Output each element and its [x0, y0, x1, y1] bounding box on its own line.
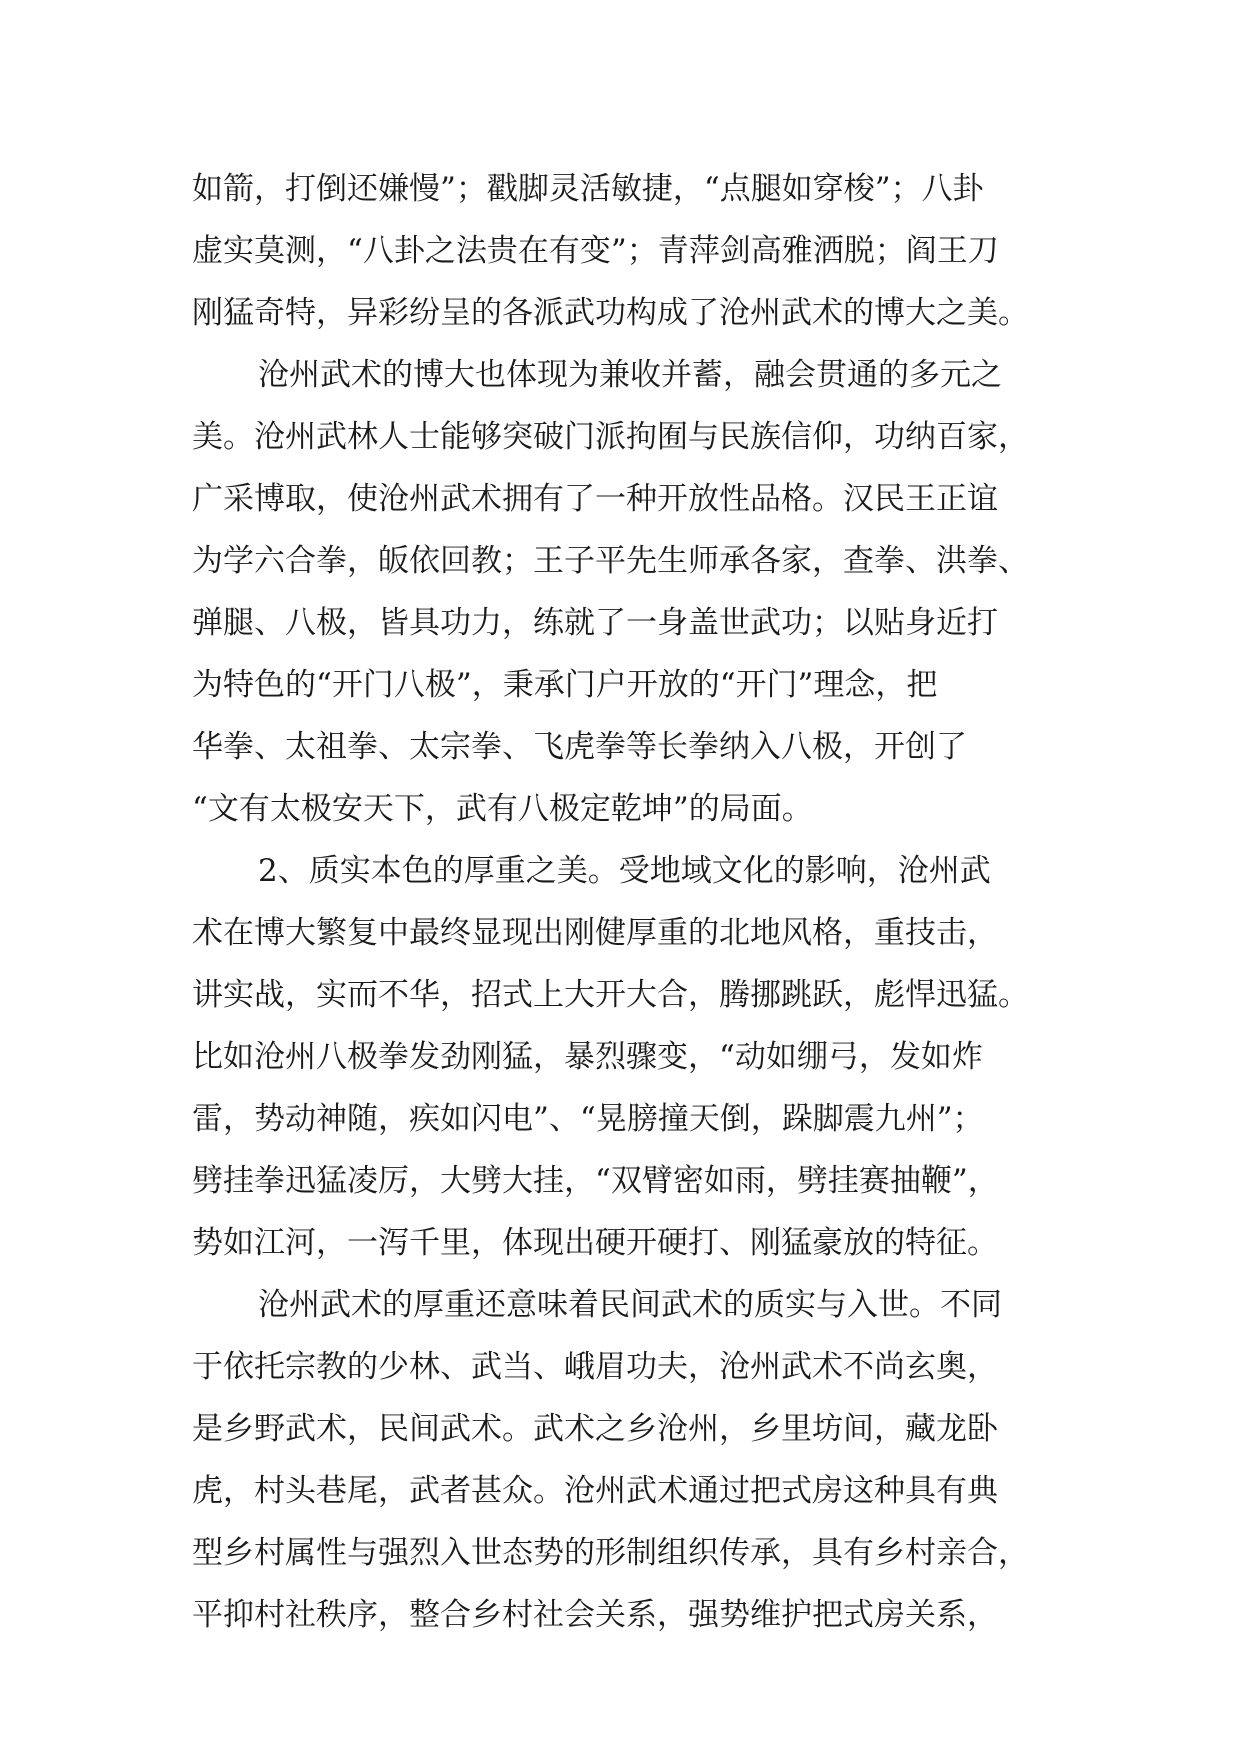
text-line: 弹腿、八极，皆具功力，练就了一身盖世武功；以贴身近打 — [192, 605, 998, 641]
text-line: 术在博大繁复中最终显现出刚健厚重的北地风格，重技击， — [192, 915, 998, 951]
text-line: 如箭，打倒还嫌慢”；戳脚灵活敏捷，“点腿如穿梭”；八卦 — [192, 171, 984, 207]
text-line: 平抑村社秩序，整合乡村社会关系，强势维护把式房关系， — [192, 1597, 998, 1633]
text-line: 于依托宗教的少林、武当、峨眉功夫，沧州武术不尚玄奥， — [192, 1349, 998, 1385]
text-line: 雷，势动神随，疾如闪电”、“晃膀撞天倒，跺脚震九州”； — [192, 1101, 984, 1137]
section-heading-line: 2、质实本色的厚重之美。受地域文化的影响，沧州武 — [258, 853, 991, 889]
text-line: 劈挂拳迅猛凌厉，大劈大挂，“双臂密如雨，劈挂赛抽鞭”， — [192, 1163, 999, 1199]
text-line: 型乡村属性与强烈入世态势的形制组织传承，具有乡村亲合， — [192, 1535, 1029, 1571]
text-line: 美。沧州武林人士能够突破门派拘囿与民族信仰，功纳百家， — [192, 419, 1029, 455]
text-line: 广采博取，使沧州武术拥有了一种开放性品格。汉民王正谊 — [192, 481, 998, 517]
body-text — [192, 158, 1052, 1646]
text-line: 刚猛奇特，异彩纷呈的各派武功构成了沧州武术的博大之美。 — [192, 295, 1029, 331]
text-line: 比如沧州八极拳发劲刚猛，暴烈骤变，“动如绷弓，发如炸 — [192, 1039, 983, 1075]
paragraph-first-line: 沧州武术的博大也体现为兼收并蓄，融会贯通的多元之 — [258, 357, 1002, 393]
text-line: 华拳、太祖拳、太宗拳、飞虎拳等长拳纳入八极，开创了 — [192, 729, 967, 765]
paragraph-first-line: 沧州武术的厚重还意味着民间武术的质实与入世。不同 — [258, 1287, 1002, 1323]
text-line: “文有太极安天下，武有八极定乾坤”的局面。 — [192, 791, 813, 827]
text-line: 为特色的“开门八极”，秉承门户开放的“开门”理念，把 — [192, 667, 938, 703]
text-line: 虎，村头巷尾，武者甚众。沧州武术通过把式房这种具有典 — [192, 1473, 998, 1509]
text-line: 是乡野武术，民间武术。武术之乡沧州，乡里坊间，藏龙卧 — [192, 1411, 998, 1447]
text-line: 讲实战，实而不华，招式上大开大合，腾挪跳跃，彪悍迅猛。 — [192, 977, 1029, 1013]
text-line: 为学六合拳，皈依回教；王子平先生师承各家，查拳、洪拳、 — [192, 543, 1029, 579]
text-line: 虚实莫测，“八卦之法贵在有变”；青萍剑高雅洒脱；阎王刀 — [192, 233, 999, 269]
text-line: 势如江河，一泻千里，体现出硬开硬打、刚猛豪放的特征。 — [192, 1225, 998, 1261]
